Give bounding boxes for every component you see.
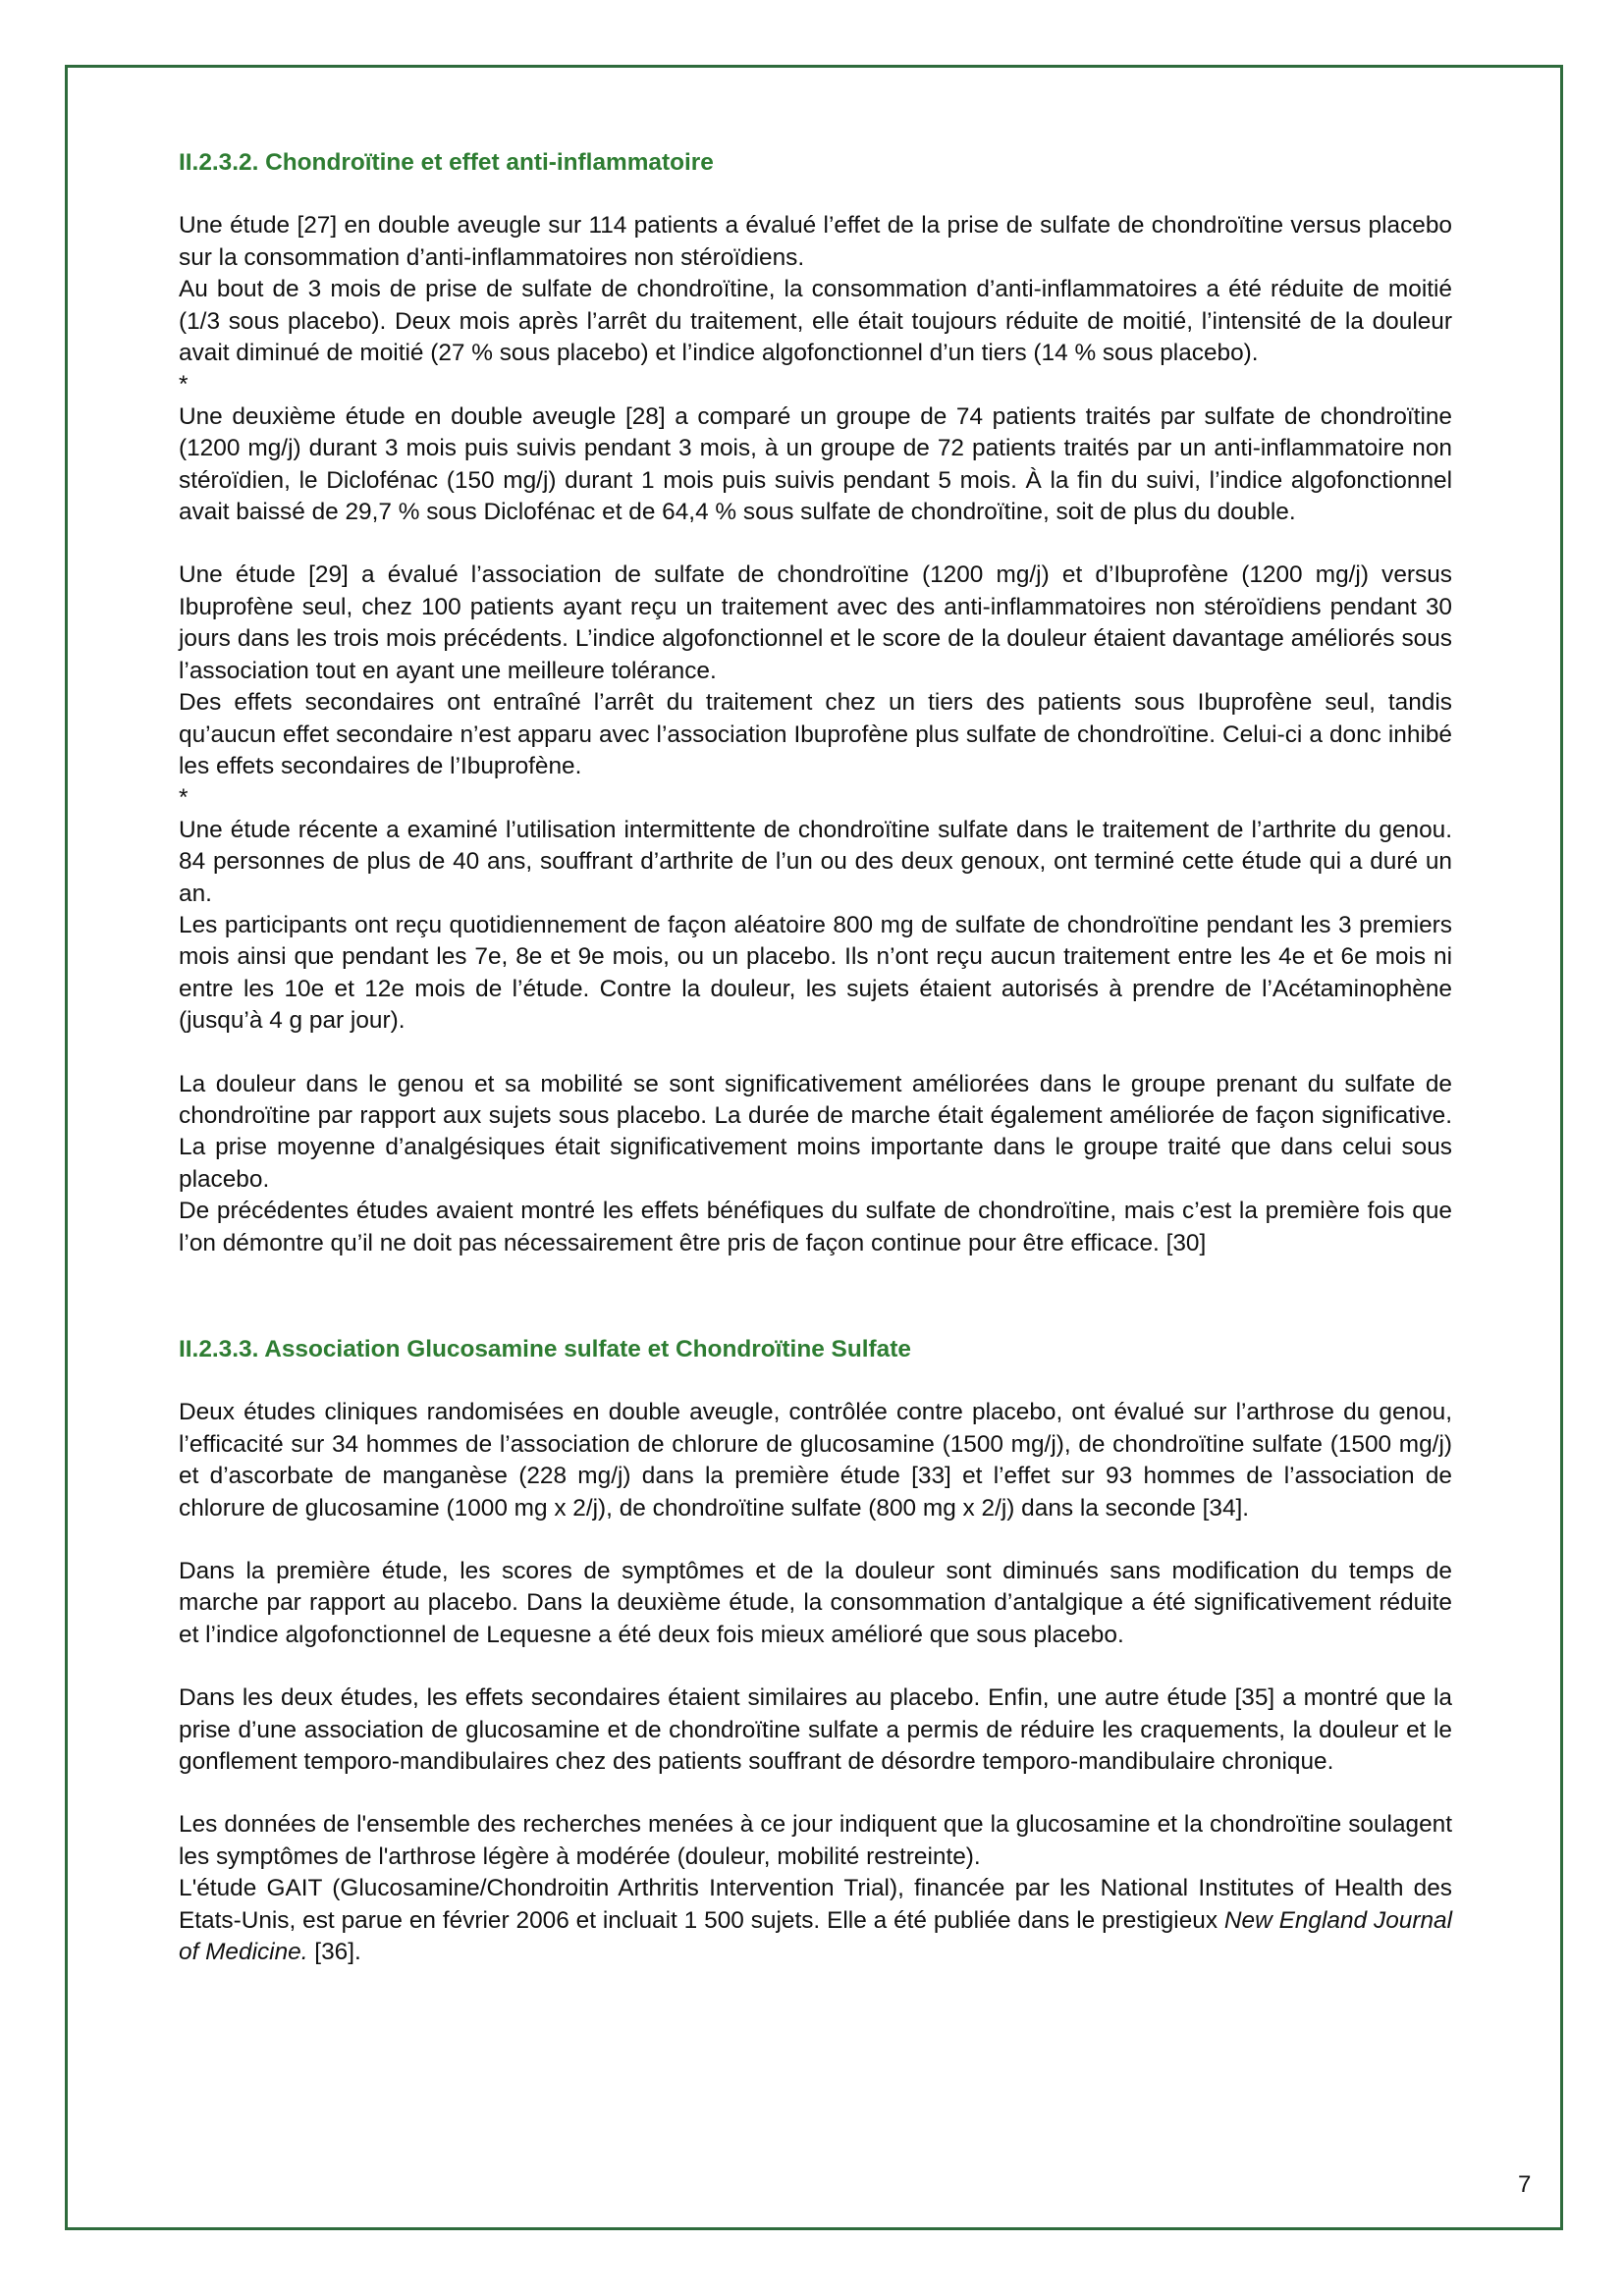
paragraph-text: L'étude GAIT (Glucosamine/Chondroitin Arthritis Intervention Trial), financée par les National Institutes of Health des Etats-Unis, est parue en février 2006 et incluait 1 500 sujets. Elle a été publiée dans le prestigieux xyxy=(179,1875,1452,1934)
paragraph: De précédentes études avaient montré les effets bénéfiques du sulfate de chondroïtine, mais c’est la première fois que l’on démontre qu’il ne doit pas nécessairement être pris de façon continue pour être efficace. [30] xyxy=(179,1198,1452,1256)
paragraph: Les données de l'ensemble des recherches menées à ce jour indiquent que la glucosamine et la chondroïtine soulagent les symptômes de l'arthrose légère à modérée (douleur, mobilité restreinte). xyxy=(179,1811,1452,1870)
section-heading-chondroitine: II.2.3.2. Chondroïtine et effet anti-inflammatoire xyxy=(179,149,714,176)
page-number: 7 xyxy=(1518,2171,1532,2198)
journal-title: New England Journal of Medicine. xyxy=(179,1906,1452,1966)
separator-asterisk: * xyxy=(179,784,189,812)
paragraph: Dans les deux études, les effets secondaires étaient similaires au placebo. Enfin, une autre étude [35] a montré que la prise d’une association de glucosamine et de chondroïtine sulfate a permis de réduire les craquements, la douleur et le gonflement temporo-mandibulaires chez des patients souffrant de désordre temporo-mandibulaire chronique. xyxy=(179,1684,1452,1776)
paragraph: Une deuxième étude en double aveugle [28] a comparé un groupe de 74 patients traités par sulfate de chondroïtine (1200 mg/j) durant 3 mois puis suivis pendant 3 mois, à un groupe de 72 patients traités par un anti-inflammatoire non stéroïdien, le Diclofénac (150 mg/j) durant 1 mois puis suivis pendant 5 mois. À la fin du suivi, l’indice algofonctionnel avait baissé de 29,7 % sous Diclofénac et de 64,4 % sous sulfate de chondroïtine, soit de plus du double. xyxy=(179,402,1452,526)
paragraph-gait xyxy=(179,1873,1452,1968)
separator-asterisk: * xyxy=(179,371,189,399)
paragraph: Une étude [29] a évalué l’association de sulfate de chondroïtine (1200 mg/j) et d’Ibuprofène (1200 mg/j) versus Ibuprofène seul, chez 100 patients ayant reçu un traitement avec des anti-inflammatoires non stéroïdiens pendant 30 jours dans les trois mois précédents. L’indice algofonctionnel et le score de la douleur étaient davantage améliorés sous l’association tout en ayant une meilleure tolérance. xyxy=(179,561,1452,684)
paragraph: Les participants ont reçu quotidiennement de façon aléatoire 800 mg de sulfate de chondroïtine pendant les 3 premiers mois ainsi que pendant les 7e, 8e et 9e mois, ou un placebo. Ils n’ont reçu aucun traitement entre les 4e et 6e mois ni entre les 10e et 12e mois de l’étude. Contre la douleur, les sujets étaient autorisés à prendre de l’Acétaminophène (jusqu’à 4 g par jour). xyxy=(179,911,1452,1035)
document-body xyxy=(179,147,1452,1969)
paragraph: Au bout de 3 mois de prise de sulfate de chondroïtine, la consommation d’anti-inflammatoires a été réduite de moitié (1/3 sous placebo). Deux mois après l’arrêt du traitement, elle était toujours réduite de moitié, l’intensité de la douleur avait diminué de moitié (27 % sous placebo) et l’indice algofonctionnel d’un tiers (14 % sous placebo). xyxy=(179,276,1452,367)
paragraph: Une étude [27] en double aveugle sur 114 patients a évalué l’effet de la prise de sulfate de chondroïtine versus placebo sur la consommation d’anti-inflammatoires non stéroïdiens. xyxy=(179,212,1452,271)
paragraph: Des effets secondaires ont entraîné l’arrêt du traitement chez un tiers des patients sous Ibuprofène seul, tandis qu’aucun effet secondaire n’est apparu avec l’association Ibuprofène plus sulfate de chondroïtine. Celui-ci a donc inhibé les effets secondaires de l’Ibuprofène. xyxy=(179,689,1452,779)
reference: [36]. xyxy=(307,1939,361,1966)
paragraph: Deux études cliniques randomisées en double aveugle, contrôlée contre placebo, ont évalué sur l’arthrose du genou, l’efficacité sur 34 hommes de l’association de chlorure de glucosamine (1500 mg/j), de chondroïtine sulfate (1500 mg/j) et d’ascorbate de manganèse (228 mg/j) dans la première étude [33] et l’effet sur 93 hommes de l’association de chlorure de glucosamine (1000 mg x 2/j), de chondroïtine sulfate (800 mg x 2/j) dans la seconde [34]. xyxy=(179,1399,1452,1522)
paragraph: Dans la première étude, les scores de symptômes et de la douleur sont diminués sans modification du temps de marche par rapport au placebo. Dans la deuxième étude, la consommation d’antalgique a été significativement réduite et l’indice algofonctionnel de Lequesne a été deux fois mieux amélioré que sous placebo. xyxy=(179,1558,1452,1648)
paragraph: La douleur dans le genou et sa mobilité se sont significativement améliorées dans le groupe prenant du sulfate de chondroïtine par rapport aux sujets sous placebo. La durée de marche était également améliorée de façon significative. La prise moyenne d’analgésiques était significativement moins importante dans le groupe traité que dans celui sous placebo. xyxy=(179,1070,1452,1193)
paragraph: Une étude récente a examiné l’utilisation intermittente de chondroïtine sulfate dans le traitement de l’arthrite du genou. 84 personnes de plus de 40 ans, souffrant d’arthrite de l’un ou des deux genoux, ont terminé cette étude qui a duré un an. xyxy=(179,816,1452,907)
section-heading-association: II.2.3.3. Association Glucosamine sulfate et Chondroïtine Sulfate xyxy=(179,1336,911,1362)
